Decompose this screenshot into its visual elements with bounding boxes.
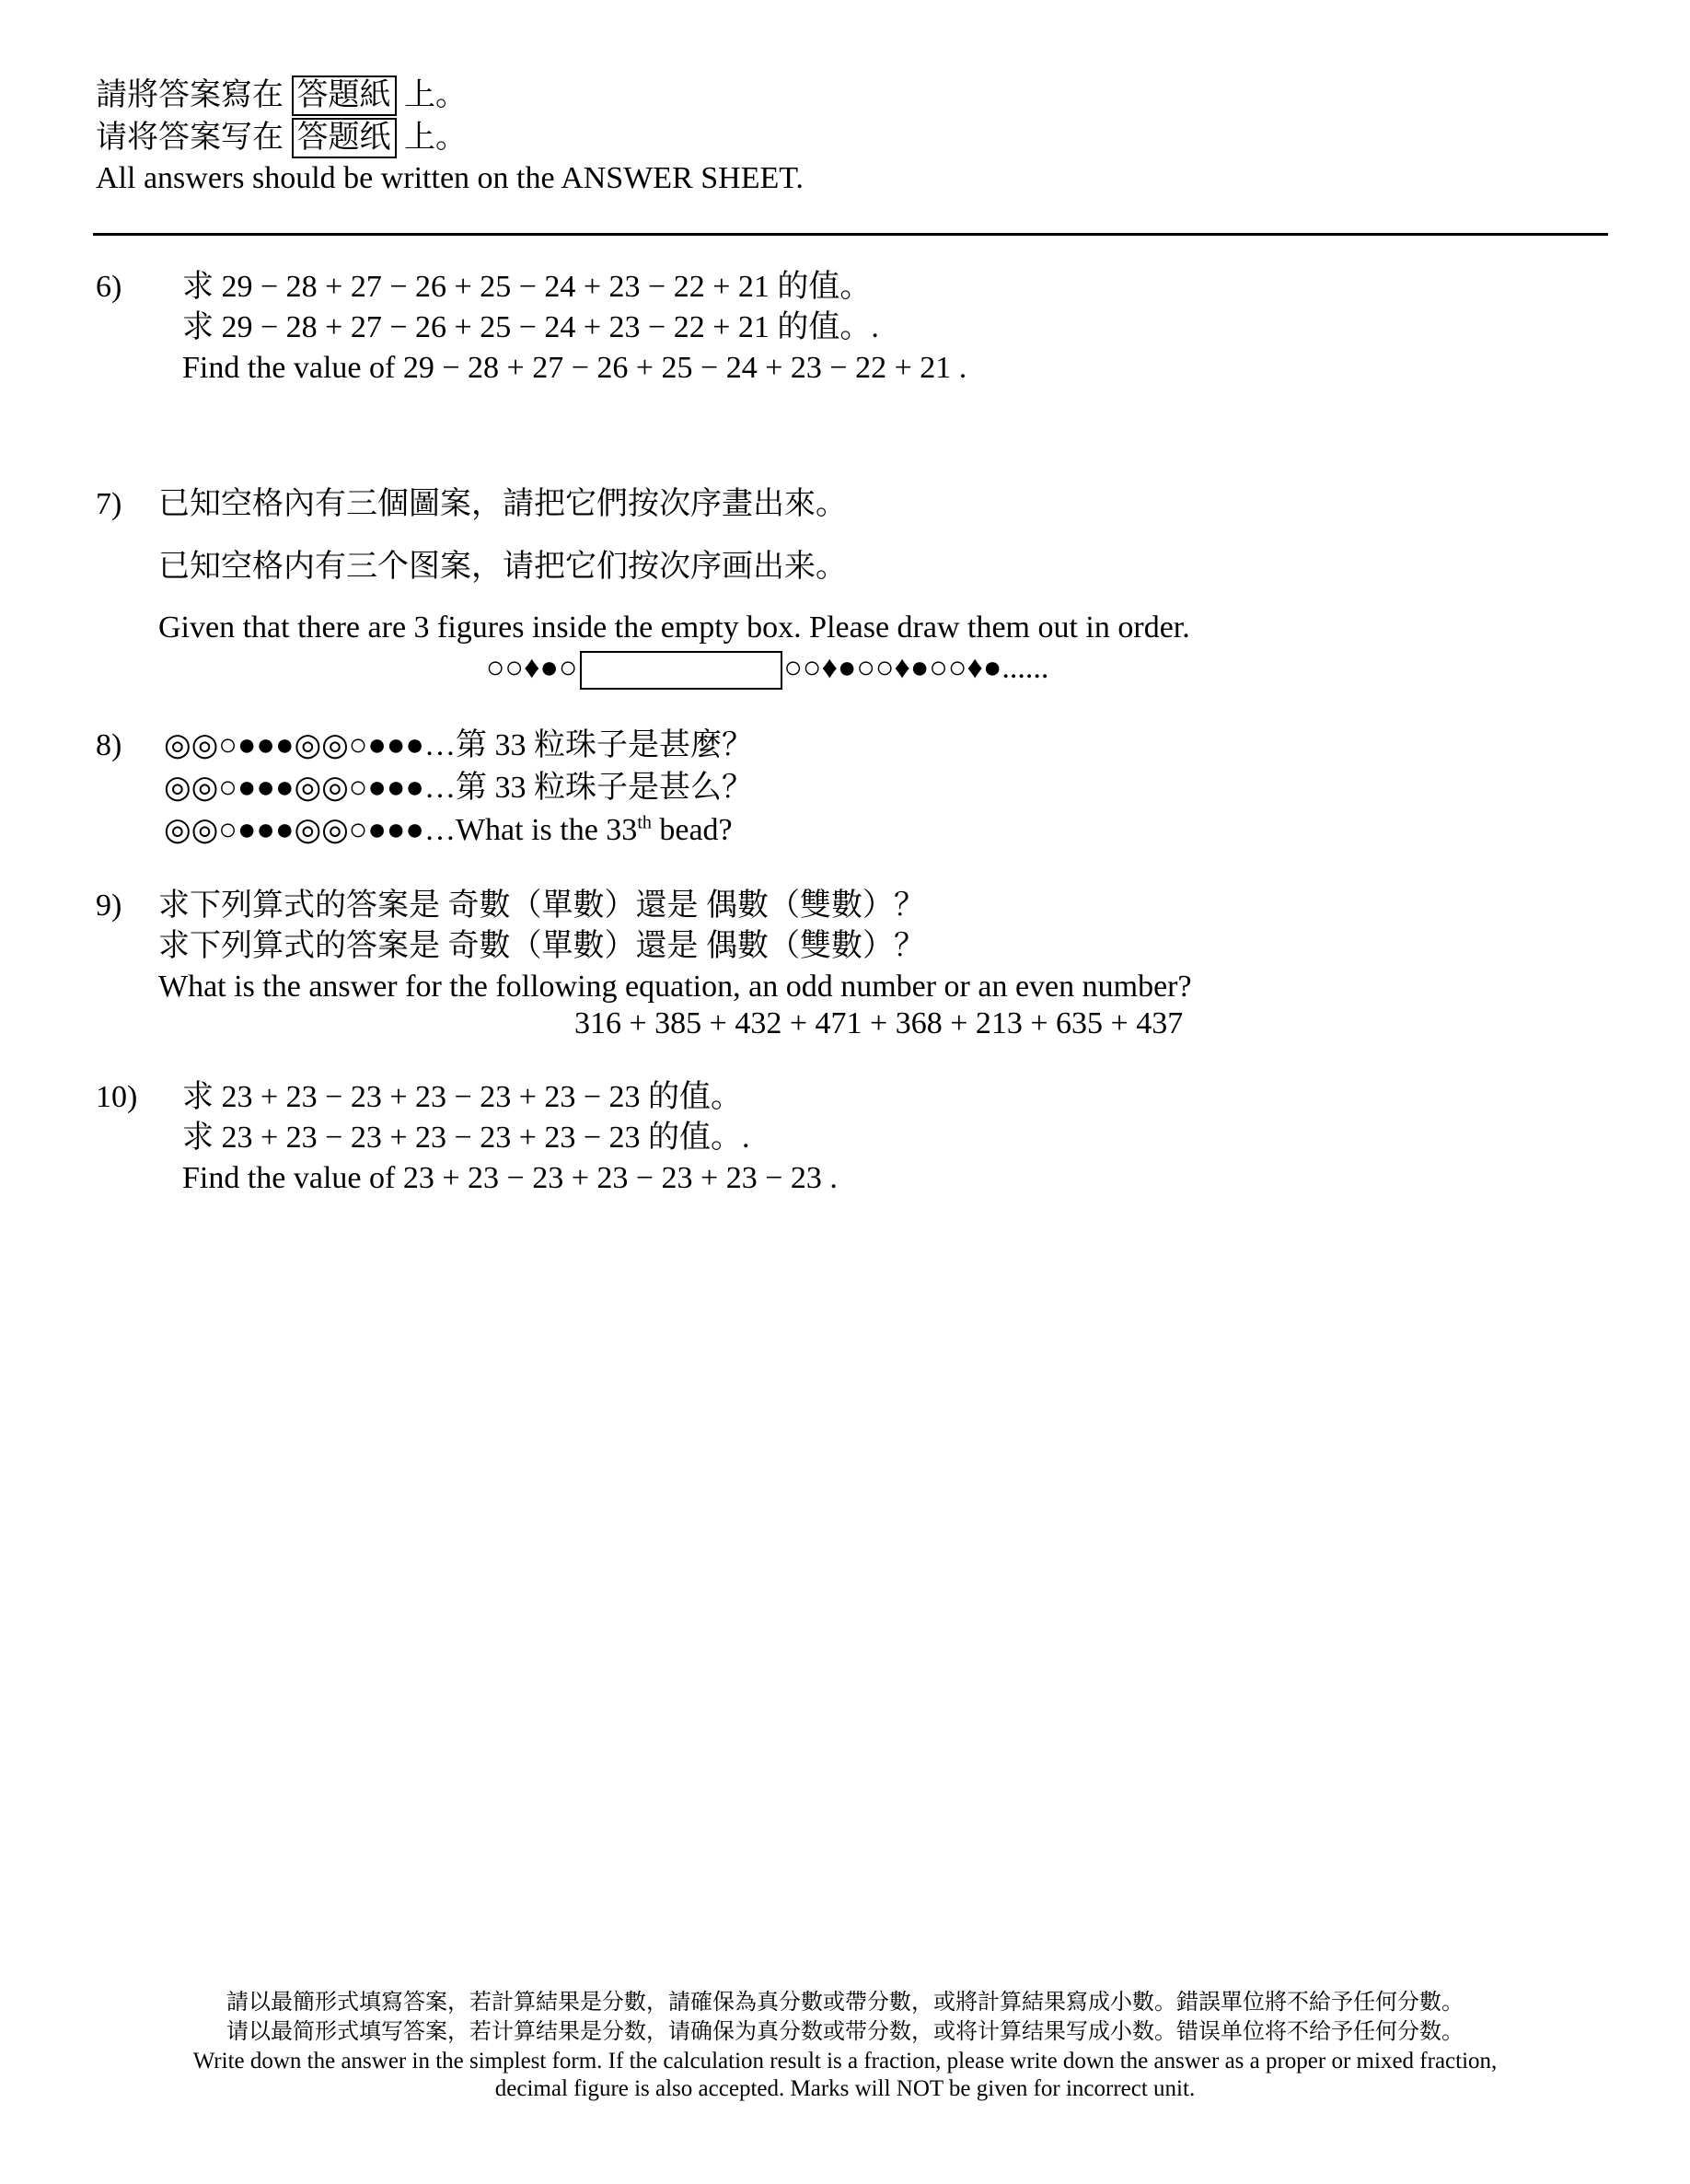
instruction-text: 请将答案写在 [96, 121, 284, 155]
instruction-line-traditional [96, 76, 467, 116]
question-8-number: 8) [96, 728, 122, 762]
question-8-text-english [164, 812, 733, 849]
question-7-pattern [486, 650, 1048, 690]
question-9-text-simplified: 求下列算式的答案是 奇數（單數）還是 偶數（雙數）？ [158, 929, 925, 963]
question-10-text-simplified: 求 23 + 23 − 23 + 23 − 23 + 23 − 23 的值。. [182, 1121, 750, 1155]
instruction-text: 請將答案寫在 [96, 78, 284, 112]
pattern-after: ○○♦●○○♦●○○♦●...... [783, 651, 1049, 685]
pattern-before: ○○♦●○ [486, 651, 578, 685]
question-10-text-traditional: 求 23 + 23 − 23 + 23 − 23 + 23 − 23 的值。 [182, 1080, 743, 1114]
question-9-equation: 316 + 385 + 432 + 471 + 368 + 213 + 635 + 437 [574, 1006, 1184, 1040]
ordinal-suffix: th [637, 812, 652, 833]
instruction-line-simplified [96, 118, 467, 158]
question-8-english-end: bead? [651, 813, 733, 847]
question-9-number: 9) [96, 889, 122, 923]
instruction-text: 上。 [404, 121, 467, 155]
instruction-text: 上。 [404, 78, 467, 112]
answer-sheet-box-label: 答题纸 [292, 118, 397, 158]
question-7-text-traditional: 已知空格內有三個圖案，請把它們按次序畫出來。 [158, 487, 847, 521]
footer-note-english-1: Write down the answer in the simplest form. If the calculation result is a fraction, please write down the answer as a proper or mixed fraction, [192, 2049, 1498, 2074]
instruction-line-english: All answers should be written on the ANSWER SHEET. [96, 161, 804, 195]
answer-sheet-box-label: 答題紙 [292, 76, 397, 116]
empty-answer-box [580, 651, 782, 690]
question-6-text-traditional: 求 29 − 28 + 27 − 26 + 25 − 24 + 23 − 22 + 21 的值。 [182, 270, 872, 304]
question-7-text-english: Given that there are 3 figures inside the empty box. Please draw them out in order. [158, 610, 1190, 645]
footer-note-english-2: decimal figure is also accepted. Marks will NOT be given for incorrect unit. [494, 2076, 1196, 2101]
question-6-text-simplified: 求 29 − 28 + 27 − 26 + 25 − 24 + 23 − 22 + 21 的值。. [182, 310, 879, 344]
question-10-number: 10) [96, 1080, 138, 1114]
question-6-text-english: Find the value of 29 − 28 + 27 − 26 + 25 − 24 + 23 − 22 + 21 . [182, 351, 967, 385]
question-7-text-simplified: 已知空格内有三个图案，请把它们按次序画出来。 [158, 550, 847, 584]
header-divider [93, 233, 1608, 236]
question-7-number: 7) [96, 487, 122, 521]
question-8-text-simplified: ◎◎○●●●◎◎○●●●…第 33 粒珠子是甚么？ [164, 771, 753, 805]
question-10-text-english: Find the value of 23 + 23 − 23 + 23 − 23 + 23 − 23 . [182, 1161, 838, 1195]
footer-note-simplified: 请以最简形式填写答案，若计算结果是分数，请确保为真分数或带分数，或将计算结果写成小数。错误单位将不给予任何分数。 [226, 2020, 1464, 2044]
question-9-text-traditional: 求下列算式的答案是 奇數（單數）還是 偶數（雙數）？ [158, 889, 925, 923]
question-6-number: 6) [96, 270, 122, 304]
question-8-text-traditional: ◎◎○●●●◎◎○●●●…第 33 粒珠子是甚麼？ [164, 728, 753, 762]
footer-note-traditional: 請以最簡形式填寫答案，若計算結果是分數，請確保為真分數或帶分數，或將計算結果寫成小數。錯誤單位將不給予任何分數。 [226, 1991, 1464, 2015]
question-8-english-main: ◎◎○●●●◎◎○●●●…What is the 33 [164, 813, 638, 847]
question-9-text-english: What is the answer for the following equation, an odd number or an even number? [158, 970, 1192, 1004]
